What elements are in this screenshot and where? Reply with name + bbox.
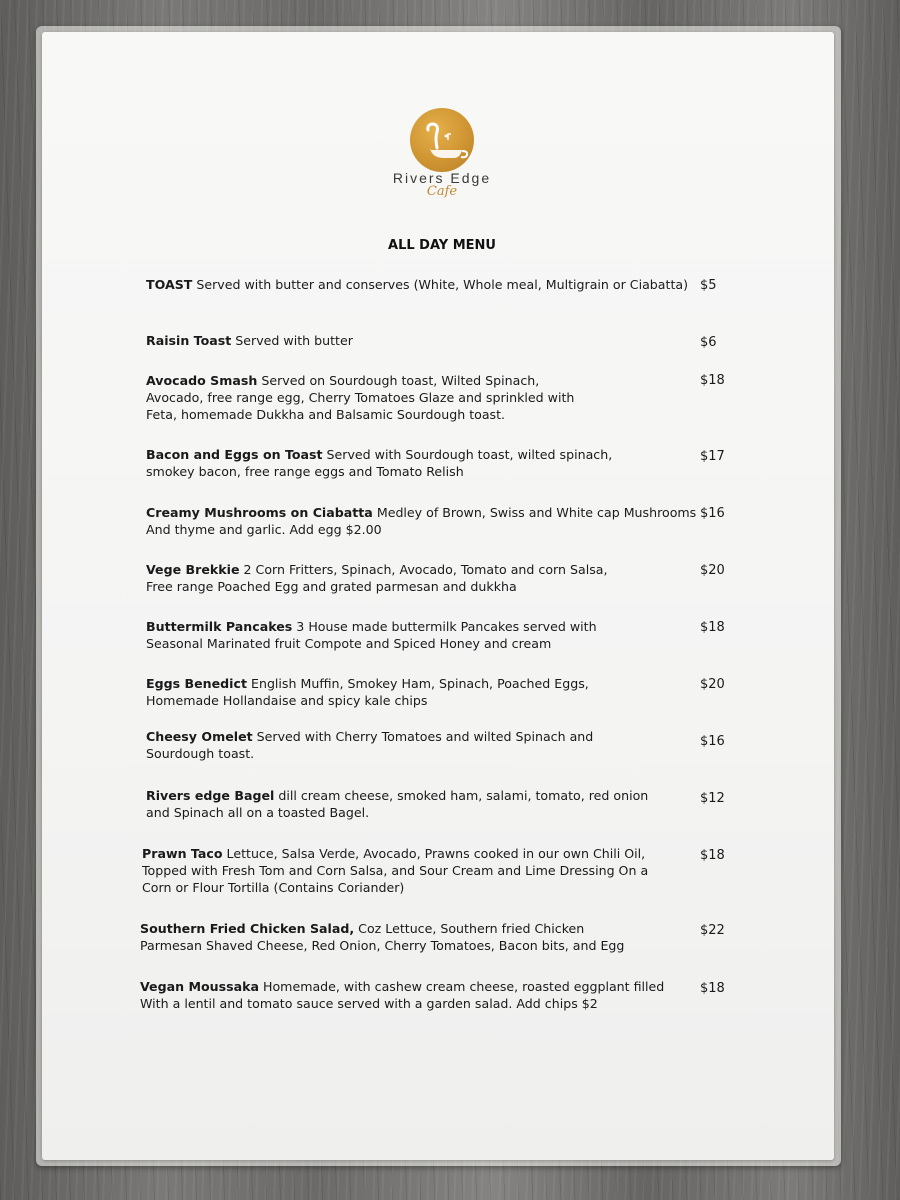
item-price: $5: [700, 278, 717, 293]
item-description: Coz Lettuce, Southern fried Chicken Parmesan Shaved Cheese, Red Onion, Cherry Tomatoes, Bacon bits, and Egg: [140, 921, 625, 953]
swan-cup-logo-icon: [410, 108, 474, 172]
item-description: English Muffin, Smokey Ham, Spinach, Poached Eggs, Homemade Hollandaise and spicy kale chips: [146, 676, 589, 708]
menu-item: [146, 446, 616, 480]
item-name: Southern Fried Chicken Salad,: [140, 921, 355, 936]
menu-item: [146, 504, 701, 538]
menu-item: [146, 561, 616, 595]
menu-item: [146, 728, 596, 762]
menu-item: [146, 675, 601, 709]
item-price: $12: [700, 791, 725, 806]
item-name: Bacon and Eggs on Toast: [146, 447, 323, 462]
item-price: $17: [700, 449, 725, 464]
menu-item: [142, 845, 657, 896]
item-name: Raisin Toast: [146, 333, 232, 348]
item-name: Cheesy Omelet: [146, 729, 253, 744]
item-description: Served with butter: [235, 333, 353, 348]
item-description: 2 Corn Fritters, Spinach, Avocado, Tomato and corn Salsa, Free range Poached Egg and grated parmesan and dukkha: [146, 562, 608, 594]
item-description: Served with Sourdough toast, wilted spinach, smokey bacon, free range eggs and Tomato Relish: [146, 447, 613, 479]
item-price: $6: [700, 335, 717, 350]
item-description: 3 House made buttermilk Pancakes served with Seasonal Marinated fruit Compote and Spiced Honey and cream: [146, 619, 597, 651]
item-price: $18: [700, 373, 725, 388]
item-description: Medley of Brown, Swiss and White cap Mushrooms And thyme and garlic. Add egg $2.00: [146, 505, 697, 537]
menu-item: [146, 276, 706, 293]
menu-item: [140, 920, 650, 954]
brand-subtitle: Cafe: [426, 184, 458, 199]
brand-name: Rivers Edge: [392, 170, 492, 186]
item-name: Eggs Benedict: [146, 676, 247, 691]
item-name: Buttermilk Pancakes: [146, 619, 293, 634]
item-price: $22: [700, 923, 725, 938]
item-price: $18: [700, 981, 725, 996]
menu-item: [146, 618, 601, 652]
item-description: Served on Sourdough toast, Wilted Spinach, Avocado, free range egg, Cherry Tomatoes Glaze and sprinkled with Feta, homemade Dukkha and Balsamic Sourdough toast.: [146, 373, 575, 422]
menu-title: ALL DAY MENU: [388, 238, 496, 253]
item-description: Served with butter and conserves (White, Whole meal, Multigrain or Ciabatta): [196, 277, 689, 292]
item-name: Avocado Smash: [146, 373, 258, 388]
item-name: Prawn Taco: [142, 846, 223, 861]
item-name: Vegan Moussaka: [140, 979, 259, 994]
item-price: $16: [700, 506, 725, 521]
item-name: Creamy Mushrooms on Ciabatta: [146, 505, 373, 520]
item-price: $20: [700, 677, 725, 692]
item-name: Vege Brekkie: [146, 562, 240, 577]
menu-item: [140, 978, 670, 1012]
item-description: Homemade, with cashew cream cheese, roasted eggplant filled With a lentil and tomato sauce served with a garden salad. Add chips $2: [140, 979, 665, 1011]
item-price: $20: [700, 563, 725, 578]
item-description: dill cream cheese, smoked ham, salami, tomato, red onion and Spinach all on a toasted Bagel.: [146, 788, 649, 820]
item-price: $18: [700, 848, 725, 863]
menu-item: [146, 787, 651, 821]
item-description: Lettuce, Salsa Verde, Avocado, Prawns cooked in our own Chili Oil, Topped with Fresh Tom and Corn Salsa, and Sour Cream and Lime Dressing On a Corn or Flour Tortilla (Contains Coriander): [142, 846, 649, 895]
item-price: $18: [700, 620, 725, 635]
item-description: Served with Cherry Tomatoes and wilted Spinach and Sourdough toast.: [146, 729, 594, 761]
item-name: TOAST: [146, 277, 193, 292]
item-name: Rivers edge Bagel: [146, 788, 275, 803]
menu-item: [146, 332, 706, 349]
item-price: $16: [700, 734, 725, 749]
menu-item: [146, 372, 576, 423]
